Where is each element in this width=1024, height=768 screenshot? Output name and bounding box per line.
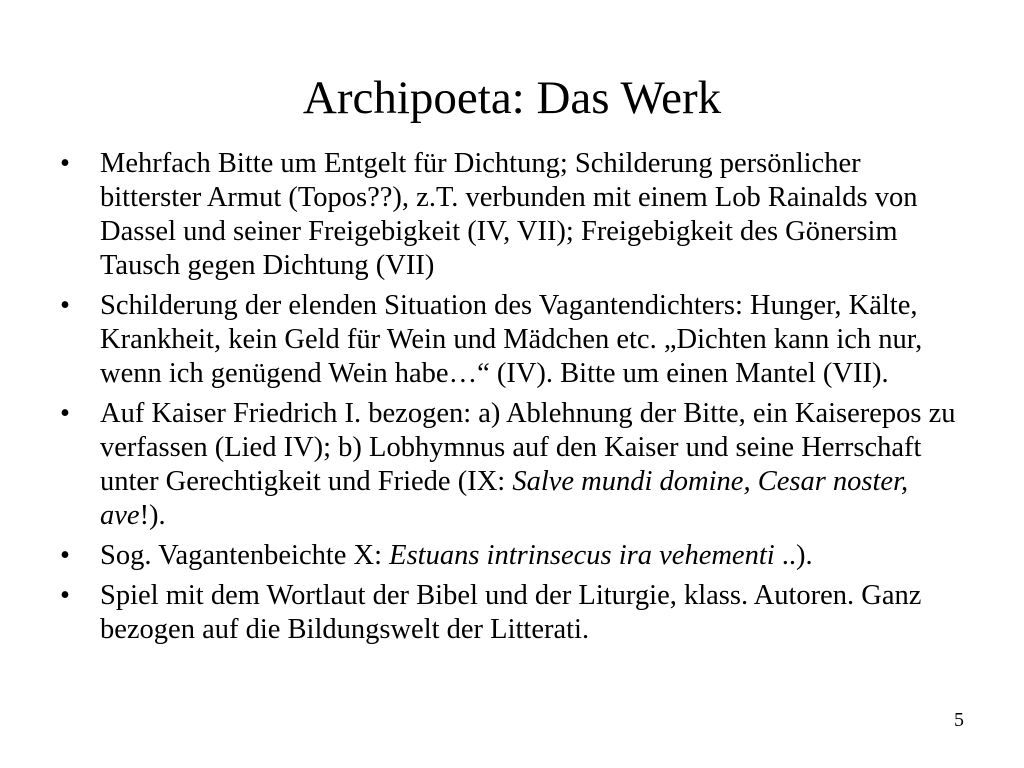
- bullet-italic-quote: Salve mundi domine, Cesar noster, ave: [100, 466, 909, 531]
- bullet-italic-quote: Estuans intrinsecus ira vehementi: [389, 540, 775, 571]
- slide-title: Archipoeta: Das Werk: [302, 72, 722, 124]
- bullet-item: [60, 397, 960, 533]
- bullet-text: Spiel mit dem Wortlaut der Bibel und der Liturgie, klass. Autoren. Ganz bezogen auf die Bildungswelt der Litterati.: [100, 580, 922, 645]
- bullet-text-start: Auf Kaiser Friedrich I. bezogen: a) Ablehnung der Bitte, ein Kaiserepos zu verfassen (Lied IV); b) Lobhymnus auf den Kaiser und seine Herrschaft unter Gerechtigkeit und Friede (IX:: [100, 398, 956, 497]
- bullet-list: [60, 147, 960, 653]
- bullet-icon: •: [60, 290, 70, 321]
- bullet-text-end: ..).: [774, 540, 813, 571]
- bullet-item: [60, 539, 960, 573]
- bullet-icon: •: [60, 148, 70, 179]
- page-number: 5: [954, 709, 964, 731]
- bullet-item: [60, 289, 960, 391]
- bullet-text-end: !).: [139, 500, 166, 531]
- bullet-text: Schilderung der elenden Situation des Vagantendichters: Hunger, Kälte, Krankheit, kein Geld für Wein und Mädchen etc. „Dichten kann ich nur, wenn ich genügend Wein habe…“ (IV). Bitte um einen Mantel (VII).: [100, 290, 923, 389]
- bullet-icon: •: [60, 540, 70, 571]
- bullet-icon: •: [60, 580, 70, 611]
- bullet-item: [60, 579, 960, 647]
- bullet-text: Mehrfach Bitte um Entgelt für Dichtung; Schilderung persönlicher bitterster Armut (Topos??), z.T. verbunden mit einem Lob Rainalds von Dassel und seiner Freigebigkeit (IV, VII); Freigebigkeit des Gönersim Tausch gegen Dichtung (VII): [100, 148, 918, 281]
- bullet-icon: •: [60, 398, 70, 429]
- bullet-text-start: Sog. Vagantenbeichte X:: [100, 540, 390, 571]
- bullet-item: [60, 147, 960, 283]
